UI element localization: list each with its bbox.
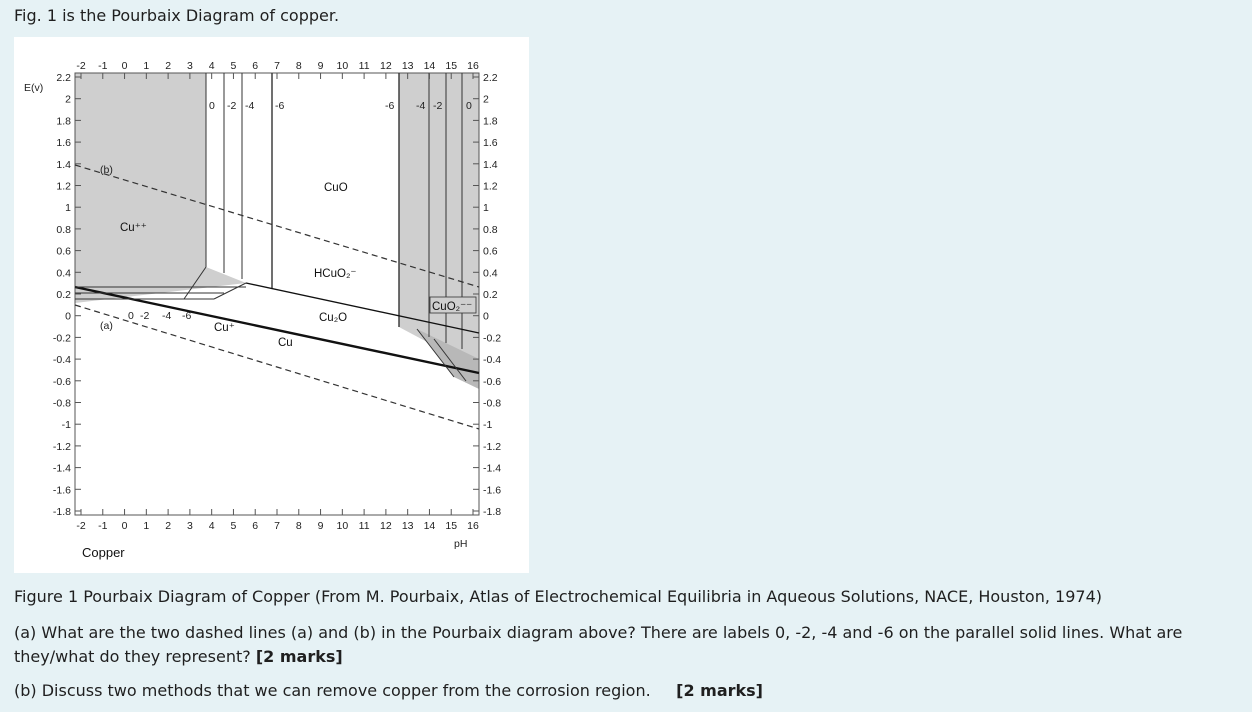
question-b-text: (b) Discuss two methods that we can remove copper from the corrosion region. <box>14 681 651 700</box>
x-tick-bottom-label: 7 <box>274 520 280 532</box>
activity-label-6-right: -6 <box>385 100 395 112</box>
x-tick-bottom-label: 15 <box>445 520 458 532</box>
x-tick-bottom-label: 0 <box>121 520 128 532</box>
x-tick-top-label: 3 <box>186 60 193 72</box>
y-tick-right-label: 0.6 <box>483 245 498 258</box>
y-tick-right-label: 0.8 <box>483 223 498 236</box>
y-tick-right-label: -1.8 <box>483 506 502 518</box>
x-tick-top-label: 6 <box>252 60 259 72</box>
y-tick-right-label: 2.2 <box>483 72 498 84</box>
line-label-b: (b) <box>100 164 113 176</box>
region-hcuo2: HCuO₂⁻ <box>314 268 357 280</box>
y-tick-right-label: -1 <box>483 419 493 432</box>
cuo2-corrosion-region <box>399 73 479 373</box>
y-tick-left-label: 1.8 <box>56 115 71 128</box>
y-tick-left-label: 0.2 <box>56 289 71 301</box>
line-label-a: (a) <box>100 320 113 332</box>
y-tick-left-label: -1.6 <box>52 484 71 497</box>
activity-label-4-left: -4 <box>245 100 255 112</box>
y-tick-right-label: -0.2 <box>483 332 502 345</box>
x-tick-top-label: -1 <box>98 60 108 72</box>
y-tick-right-label: 0 <box>483 310 489 323</box>
x-tick-bottom-label: -2 <box>76 520 86 532</box>
x-tick-top-label: 10 <box>336 60 349 72</box>
y-tick-left-label: -0.6 <box>52 375 71 388</box>
x-tick-top-label: 15 <box>445 60 458 72</box>
pourbaix-figure <box>14 37 529 573</box>
y-tick-left-label: -0.2 <box>52 332 71 345</box>
y-tick-right-label: 0.4 <box>483 267 498 280</box>
question-a-marks: [2 marks] <box>255 647 343 666</box>
x-tick-bottom-label: 16 <box>467 520 479 532</box>
x-tick-top-label: 12 <box>380 60 392 72</box>
x-tick-bottom-label: 10 <box>336 520 349 532</box>
y-tick-right-label: -0.6 <box>483 375 502 388</box>
x-tick-top-label: 11 <box>358 60 370 72</box>
activity-label-2-left: -2 <box>227 100 237 112</box>
y-tick-left-label: -1.4 <box>52 462 71 475</box>
x-tick-top-label: 5 <box>230 60 237 72</box>
x-tick-bottom-label: 11 <box>358 520 370 532</box>
y-tick-right-label: 1.2 <box>483 180 498 193</box>
intro-text: Fig. 1 is the Pourbaix Diagram of copper. <box>14 6 340 25</box>
x-tick-bottom-label: -1 <box>98 520 108 532</box>
y-tick-right-label: -1.2 <box>483 440 502 453</box>
panel-label: Copper <box>82 545 125 560</box>
region-cu2o: Cu₂O <box>319 312 348 324</box>
y-tick-left-label: 0.4 <box>56 267 71 280</box>
activity-label-0-left: 0 <box>209 100 215 112</box>
x-tick-top-label: 4 <box>208 60 215 72</box>
y-tick-left-label: 1.6 <box>56 137 71 150</box>
x-axis-title: pH <box>454 538 468 550</box>
region-cup: Cu⁺ <box>214 322 235 334</box>
question-b <box>14 679 1242 703</box>
x-tick-bottom-label: 5 <box>230 520 237 532</box>
y-tick-right-label: -0.4 <box>483 354 502 367</box>
x-tick-top-label: 14 <box>423 60 436 72</box>
y-tick-left-label: 1.4 <box>56 158 71 171</box>
x-tick-bottom-label: 4 <box>208 520 215 532</box>
y-tick-left-label: -0.4 <box>52 354 71 367</box>
activity-label-4-right: -4 <box>416 100 426 112</box>
x-tick-bottom-label: 12 <box>380 520 392 532</box>
activity-label-4-bottom: -4 <box>162 310 172 322</box>
y-tick-left-label: -1.2 <box>52 440 71 453</box>
x-tick-bottom-label: 6 <box>252 520 259 532</box>
region-cuo2: CuO₂⁻⁻ <box>432 301 473 313</box>
activity-label-6-bottom: -6 <box>182 310 192 322</box>
x-tick-bottom-label: 3 <box>186 520 193 532</box>
x-tick-bottom-label: 9 <box>317 520 324 532</box>
y-tick-right-label: 1.6 <box>483 137 498 150</box>
y-tick-right-label: 1.8 <box>483 115 498 128</box>
activity-label-0-bottom: 0 <box>128 310 134 322</box>
x-tick-top-label: 9 <box>317 60 324 72</box>
region-cu: Cu <box>278 337 293 349</box>
activity-label-0-right: 0 <box>466 100 472 112</box>
x-tick-bottom-label: 13 <box>401 520 414 532</box>
x-tick-top-label: 8 <box>295 60 302 72</box>
y-tick-left-label: 0 <box>65 310 71 323</box>
x-tick-top-label: 13 <box>401 60 414 72</box>
x-tick-top-label: -2 <box>76 60 86 72</box>
question-b-marks: [2 marks] <box>676 681 763 700</box>
y-tick-left-label: 1 <box>65 202 71 215</box>
y-tick-left-label: 0.6 <box>56 245 71 258</box>
x-tick-top-label: 16 <box>467 60 479 72</box>
y-tick-left-label: -1.8 <box>52 506 71 518</box>
x-tick-bottom-label: 1 <box>143 520 150 532</box>
activity-label-2-right: -2 <box>433 100 443 112</box>
y-tick-left-label: 1.2 <box>56 180 71 193</box>
y-tick-right-label: 1.4 <box>483 158 498 171</box>
y-tick-right-label: 1 <box>483 202 489 215</box>
question-a <box>14 621 1242 669</box>
y-tick-left-label: -0.8 <box>52 397 71 410</box>
pourbaix-diagram <box>14 37 529 573</box>
y-tick-left-label: 2.2 <box>56 72 71 84</box>
region-cuo: CuO <box>324 182 348 194</box>
y-tick-left-label: 2 <box>65 93 71 106</box>
x-tick-top-label: 2 <box>165 60 172 72</box>
activity-label-6-left: -6 <box>275 100 285 112</box>
x-tick-top-label: 7 <box>274 60 280 72</box>
activity-label-2-bottom: -2 <box>140 310 150 322</box>
y-tick-right-label: -0.8 <box>483 397 502 410</box>
y-tick-left-label: -1 <box>61 419 71 432</box>
y-tick-right-label: 2 <box>483 93 489 106</box>
y-axis-title: E(v) <box>24 82 44 94</box>
y-tick-right-label: -1.4 <box>483 462 502 475</box>
x-tick-top-label: 0 <box>121 60 128 72</box>
y-tick-right-label: -1.6 <box>483 484 502 497</box>
x-tick-bottom-label: 14 <box>423 520 436 532</box>
y-tick-right-label: 0.2 <box>483 289 498 301</box>
cupp-corrosion-region <box>75 73 246 303</box>
x-tick-top-label: 1 <box>143 60 150 72</box>
question-a-text: (a) What are the two dashed lines (a) and (b) in the Pourbaix diagram above? There are labels 0, -2, -4 and -6 on the parallel solid lines. What are they/what do they represent? <box>14 623 1183 666</box>
x-tick-bottom-label: 2 <box>165 520 172 532</box>
x-tick-bottom-label: 8 <box>295 520 302 532</box>
figure-caption: Figure 1 Pourbaix Diagram of Copper (From M. Pourbaix, Atlas of Electrochemical Equilibria in Aqueous Solutions, NACE, Houston, 1974) <box>14 587 1102 606</box>
region-cupp: Cu⁺⁺ <box>120 222 147 234</box>
y-tick-left-label: 0.8 <box>56 223 71 236</box>
